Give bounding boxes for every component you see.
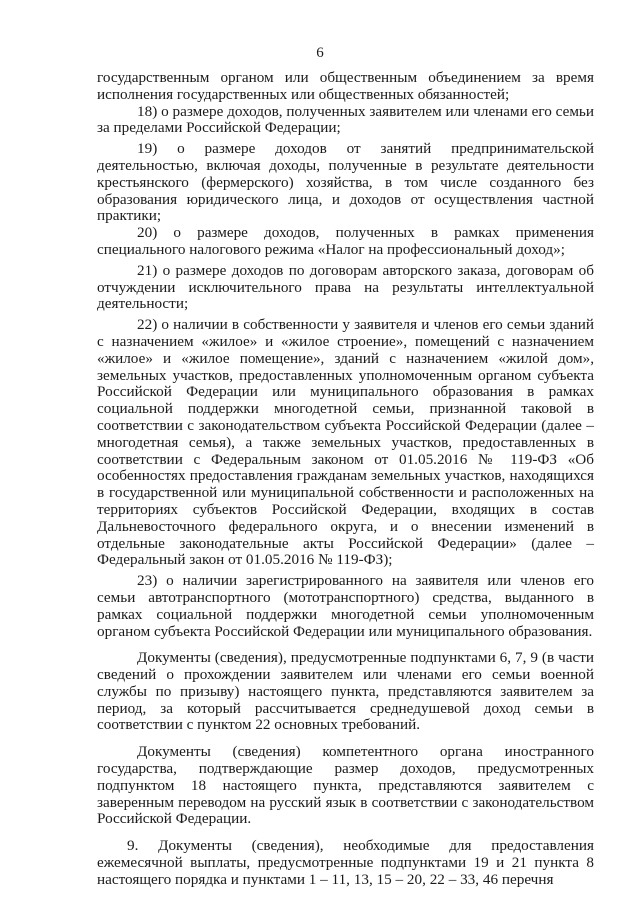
paragraph-item-20: 20) о размере доходов, полученных в рамках применения специального налогового режима «Налог на профессиональный доход»; bbox=[97, 224, 594, 258]
document-body bbox=[97, 70, 594, 889]
paragraph-item-9: 9. Документы (сведения), необходимые для предоставления ежемесячной выплаты, предусмотренные подпунктами 19 и 21 пункта 8 настоящего порядка и пунктами 1 – 11, 13, 15 – 20, 22 – 33, 46 перечня bbox=[97, 837, 594, 888]
page-number: 6 bbox=[316, 45, 324, 61]
paragraph-documents-foreign: Документы (сведения) компетентного органа иностранного государства, подтверждающие размер доходов, предусмотренных подпунктом 18 настоящего пункта, представляются заявителем с заверенным переводом на русский язык в соответствии с законодательством Российской Федерации. bbox=[97, 743, 594, 828]
paragraph-item-23: 23) о наличии зарегистрированного на заявителя или членов его семьи автотранспортного (мототранспортного) средства, выданного в рамках социальной поддержки многодетной семьи уполномоченным органом субъекта Российской Федерации или муниципального образования. bbox=[97, 572, 594, 640]
paragraph-documents-period: Документы (сведения), предусмотренные подпунктами 6, 7, 9 (в части сведений о прохождении заявителем или членами его семьи военной службы по призыву) настоящего пункта, представляются заявителем за период, за который рассчитывается среднедушевой доход семьи в соответствии с пунктом 22 основных требований. bbox=[97, 649, 594, 734]
paragraph-item-21: 21) о размере доходов по договорам авторского заказа, договорам об отчуждении исключительного права на результаты интеллектуальной деятельности; bbox=[97, 261, 594, 313]
paragraph-item-18: 18) о размере доходов, полученных заявителем или членами его семьи за пределами Российской Федерации; bbox=[97, 102, 594, 137]
paragraph-continuation: государственным органом или общественным объединением за время исполнения государственных или общественных обязанностей; bbox=[97, 69, 594, 103]
paragraph-item-22: 22) о наличии в собственности у заявителя и членов его семьи зданий с назначением «жилое» и «жилое строение», помещений с назначением «жилое» и «жилое помещение», зданий с назначением «жилой дом», земельных участков, предоставленных уполномоченным органом субъекта Российской Федерации или муниципального образования в рамках социальной поддержки многодетной семьи, признанной таковой в соответствии с законодательством субъекта Российской Федерации (далее – многодетная семья), а также земельных участков, предоставленных в соответствии с Федеральным законом от 01.05.2016 № 119-ФЗ «Об особенностях предоставления гражданам земельных участков, находящихся в государственной или муниципальной собственности и расположенных на территориях субъектов Российской Федерации, входящих в состав Дальневосточного федерального округа, и о внесении изменений в отдельные законодательные акты Российской Федерации» (далее – Федеральный закон от 01.05.2016 № 119-ФЗ); bbox=[97, 316, 594, 569]
paragraph-item-19: 19) о размере доходов от занятий предпринимательской деятельностью, включая доходы, полученные в результате деятельности крестьянского (фермерского) хозяйства, в том числе созданного без образования юридического лица, и доходов от осуществления частной практики; bbox=[97, 140, 594, 225]
